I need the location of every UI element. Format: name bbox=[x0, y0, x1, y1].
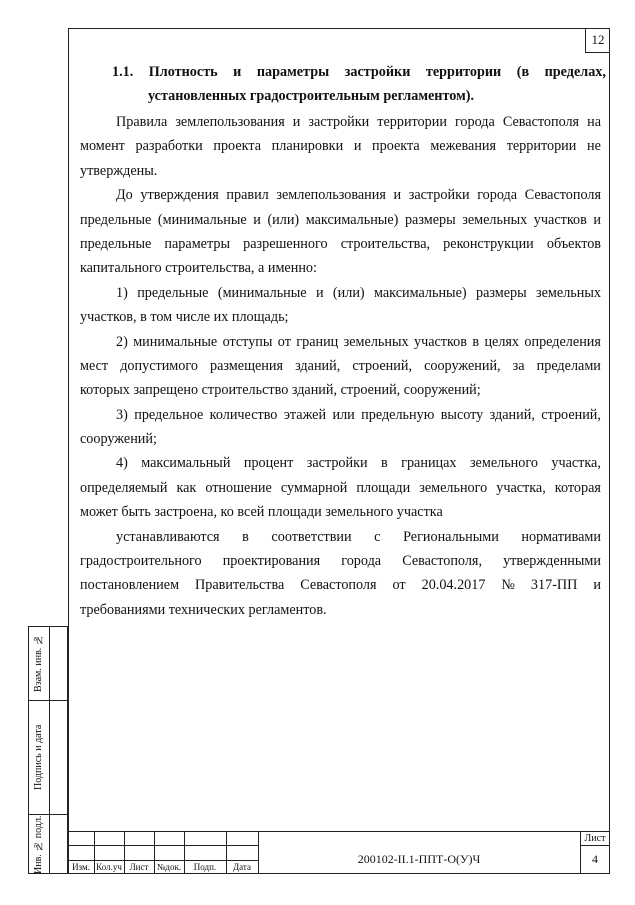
text-word: земельного bbox=[469, 455, 538, 472]
text-line bbox=[80, 134, 601, 158]
text-word: и bbox=[253, 211, 261, 228]
text-word: Правительства bbox=[195, 577, 285, 594]
text-word: пределами bbox=[536, 357, 601, 374]
text-word: высоту bbox=[440, 406, 484, 423]
text-word: градостроительного bbox=[80, 553, 202, 570]
text-word: размещения bbox=[210, 357, 284, 374]
text-word: участка, bbox=[551, 455, 601, 472]
heading-word: 1.1. bbox=[112, 64, 134, 80]
text-line bbox=[80, 330, 601, 354]
text-word: Севастополя, bbox=[402, 553, 482, 570]
section-heading bbox=[112, 60, 606, 109]
text-word: в bbox=[472, 333, 480, 350]
side-label-vzam: Взам. инв. № bbox=[33, 634, 44, 693]
text-word: (минимальные bbox=[217, 284, 307, 301]
text-line bbox=[80, 110, 601, 134]
text-line bbox=[80, 208, 601, 232]
text-word: в bbox=[381, 455, 388, 472]
text-word: 317-ПП bbox=[530, 577, 578, 594]
text-word: зданий, bbox=[489, 406, 535, 423]
text-word: реконструкции bbox=[443, 235, 534, 252]
list-number: 4 bbox=[592, 852, 598, 866]
title-block-line bbox=[68, 845, 258, 846]
text-word: с bbox=[374, 528, 381, 545]
text-word: границ bbox=[296, 333, 339, 350]
text-word: зданий, bbox=[295, 357, 341, 374]
text-word: № bbox=[501, 577, 515, 594]
side-label-podpis: Подпись и дата bbox=[33, 724, 44, 791]
text-word: на bbox=[587, 114, 601, 130]
text-word: максимальный bbox=[141, 455, 231, 472]
tb-col-podp: Подп. bbox=[193, 862, 217, 872]
text-word: и bbox=[393, 187, 402, 204]
text-line: капитального строительства, а именно: bbox=[80, 260, 317, 277]
text-word: участка, bbox=[496, 479, 546, 496]
heading-line-1 bbox=[112, 60, 606, 84]
text-word: Севастополя bbox=[502, 114, 580, 130]
text-word: строительства, bbox=[340, 235, 431, 252]
heading-line-2: установленных градостроительным регламентом). bbox=[148, 88, 475, 105]
side-label-inv: Инв. № подл. bbox=[33, 815, 44, 874]
sheet-number: 12 bbox=[585, 28, 610, 53]
text-word: застройки bbox=[306, 455, 368, 472]
text-word: Региональными bbox=[403, 528, 499, 545]
text-word: (или) bbox=[267, 211, 300, 228]
text-word: земельных bbox=[536, 284, 601, 301]
text-word: максимальные) bbox=[374, 284, 467, 301]
heading-word: (в bbox=[516, 64, 530, 80]
tb-col-ndok: №док. bbox=[156, 862, 182, 872]
text-word: суммарной bbox=[280, 479, 348, 496]
text-line: требованиями технических регламентов. bbox=[80, 601, 327, 618]
text-word: максимальные) bbox=[305, 211, 399, 228]
body-text bbox=[80, 110, 601, 622]
text-word: (минимальные bbox=[157, 211, 247, 228]
text-word: 1) bbox=[116, 284, 128, 301]
text-word: и bbox=[292, 114, 301, 130]
text-word: города bbox=[341, 553, 382, 570]
tb-col-izm: Изм. bbox=[72, 862, 90, 872]
text-word: момент bbox=[80, 138, 125, 155]
text-word: определяемый bbox=[80, 479, 168, 496]
text-line bbox=[80, 573, 601, 597]
text-word: 4) bbox=[116, 455, 128, 472]
text-line bbox=[80, 183, 601, 207]
text-line: сооружений; bbox=[80, 431, 157, 448]
text-word: и bbox=[353, 138, 362, 155]
text-line bbox=[80, 451, 601, 475]
text-word: которая bbox=[554, 479, 601, 496]
text-word: участков bbox=[533, 211, 587, 228]
text-word: или bbox=[332, 406, 355, 423]
title-block-top-border bbox=[68, 831, 610, 832]
text-line bbox=[80, 232, 601, 256]
list-label: Лист bbox=[584, 832, 606, 844]
text-word: предельное bbox=[134, 406, 204, 423]
text-word: в bbox=[242, 528, 249, 545]
tb-col-kolvo: Кол.уч bbox=[96, 862, 122, 872]
text-word: соответствии bbox=[271, 528, 352, 545]
text-word: площади bbox=[356, 479, 411, 496]
text-word: правил bbox=[226, 187, 269, 204]
text-word: мест bbox=[80, 357, 109, 374]
text-line bbox=[80, 354, 601, 378]
text-word: минимальные bbox=[133, 333, 218, 350]
text-word: устанавливаются bbox=[116, 528, 220, 545]
text-word: предельные bbox=[80, 211, 152, 228]
text-word: постановлением bbox=[80, 577, 180, 594]
text-word: 20.04.2017 bbox=[421, 577, 486, 594]
text-word: отношение bbox=[205, 479, 272, 496]
text-line bbox=[80, 549, 601, 573]
text-word: этажей bbox=[283, 406, 327, 423]
text-word: допустимого bbox=[120, 357, 198, 374]
text-word: проектирования bbox=[222, 553, 321, 570]
text-word: участков bbox=[413, 333, 467, 350]
text-word: границах bbox=[401, 455, 457, 472]
text-word: 3) bbox=[116, 406, 128, 423]
text-word: строений, bbox=[352, 357, 412, 374]
text-word: количество bbox=[209, 406, 278, 423]
text-word: предельную bbox=[361, 406, 435, 423]
text-word: проекта bbox=[372, 138, 420, 155]
text-line: участков, в том числе их площадь; bbox=[80, 309, 289, 326]
text-line: может быть застроена, ко всей площади земельного участка bbox=[80, 504, 443, 521]
text-word: целях bbox=[484, 333, 520, 350]
text-word: размеры bbox=[475, 284, 527, 301]
text-line bbox=[80, 525, 601, 549]
heading-word: Плотность bbox=[148, 64, 218, 80]
heading-word: параметры bbox=[256, 64, 330, 80]
text-word: от bbox=[277, 333, 291, 350]
text-word: за bbox=[512, 357, 525, 374]
text-word: землепользования bbox=[175, 114, 285, 130]
text-word: города bbox=[477, 187, 518, 204]
text-word: земельного bbox=[419, 479, 488, 496]
text-line: утверждены. bbox=[80, 162, 158, 179]
text-word: объектов bbox=[546, 235, 601, 252]
text-word: предельные bbox=[80, 235, 152, 252]
text-word: параметры bbox=[164, 235, 230, 252]
heading-word: застройки bbox=[344, 64, 411, 80]
side-stamp-divider bbox=[49, 626, 50, 874]
text-word: застройки bbox=[408, 187, 470, 204]
text-word: от bbox=[392, 577, 406, 594]
text-word: нормативами bbox=[521, 528, 601, 545]
text-word: отступы bbox=[222, 333, 273, 350]
text-word: предельные bbox=[137, 284, 209, 301]
text-word: процент bbox=[243, 455, 294, 472]
text-word: строений, bbox=[541, 406, 601, 423]
text-word: и bbox=[593, 211, 601, 228]
text-word: Севастополя bbox=[524, 187, 601, 204]
tb-col-list: Лист bbox=[129, 862, 149, 872]
text-line: которых запрещено строительство зданий, строений, сооружений; bbox=[80, 382, 481, 399]
text-word: земельных bbox=[462, 211, 528, 228]
text-word: не bbox=[587, 138, 601, 155]
text-word: сооружений, bbox=[424, 357, 501, 374]
text-word: Севастополя bbox=[300, 577, 377, 594]
text-word: и bbox=[593, 577, 601, 594]
text-word: застройки bbox=[308, 114, 370, 130]
text-word: города bbox=[454, 114, 495, 130]
text-word: территории bbox=[506, 138, 577, 155]
text-word: До bbox=[116, 187, 133, 204]
text-word: планировки bbox=[271, 138, 344, 155]
text-word: определения bbox=[524, 333, 601, 350]
text-word: Правила bbox=[116, 114, 168, 130]
text-word: утвержденными bbox=[503, 553, 601, 570]
heading-word: и bbox=[233, 64, 242, 80]
text-word: размеры bbox=[404, 211, 456, 228]
document-code: 200102-II.1-ППТ-О(У)Ч bbox=[357, 852, 481, 866]
text-word: как bbox=[176, 479, 197, 496]
text-word: территории bbox=[377, 114, 447, 130]
text-word: разрешенного bbox=[243, 235, 328, 252]
text-word: (или) bbox=[332, 284, 365, 301]
text-word: и bbox=[315, 284, 324, 301]
text-line bbox=[80, 403, 601, 427]
text-line bbox=[80, 281, 601, 305]
heading-word: пределах, bbox=[544, 64, 606, 80]
text-word: 2) bbox=[116, 333, 128, 350]
text-word: утверждения bbox=[140, 187, 219, 204]
tb-col-data: Дата bbox=[233, 862, 251, 872]
title-block bbox=[68, 831, 610, 874]
text-line bbox=[80, 476, 601, 500]
text-word: земельных bbox=[343, 333, 409, 350]
text-word: землепользования bbox=[276, 187, 386, 204]
text-word: разработки bbox=[135, 138, 203, 155]
heading-word: территории bbox=[425, 64, 502, 80]
text-word: проекта bbox=[213, 138, 261, 155]
text-word: межевания bbox=[430, 138, 497, 155]
